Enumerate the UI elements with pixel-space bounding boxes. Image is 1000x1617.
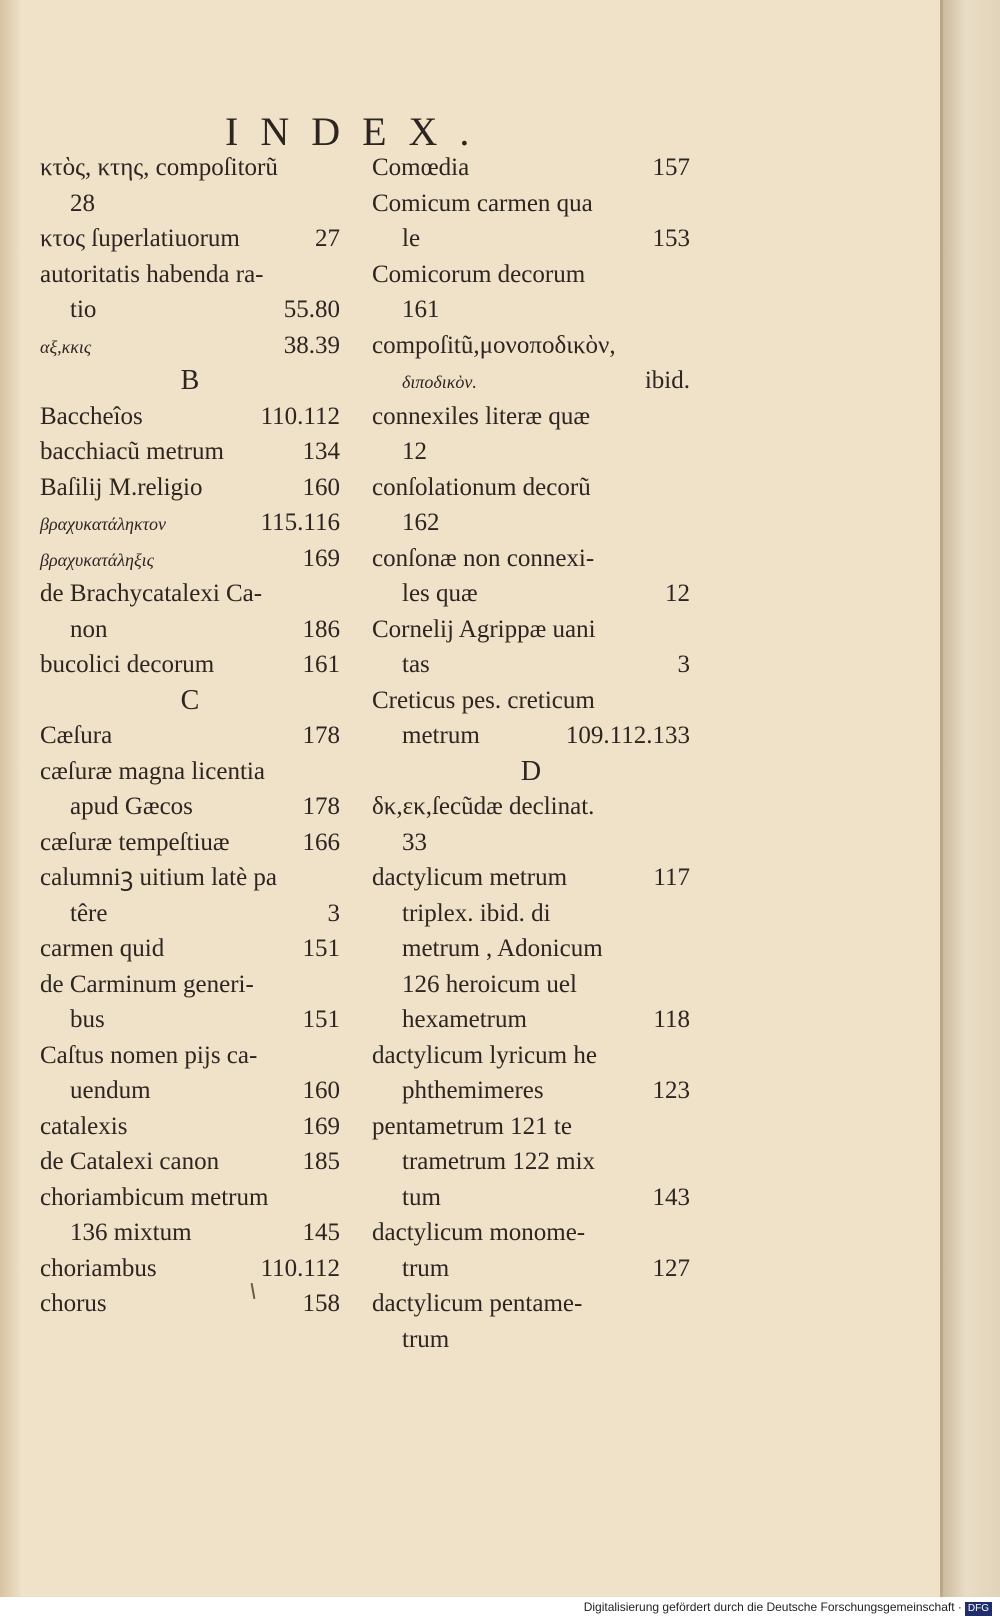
entry-text: Baſilij M.religio: [40, 473, 203, 501]
index-entry-line: [372, 789, 690, 825]
entry-text: cæſuræ tempeſtiuæ: [40, 828, 230, 856]
index-entry-line: [372, 1109, 690, 1145]
page-edge: [943, 0, 1000, 1597]
entry-text: κτὸς, κτης, compoſitorũ: [40, 154, 278, 181]
index-entry-line: [40, 221, 340, 257]
index-entry-line: [40, 612, 340, 648]
index-entry-line: [40, 470, 340, 506]
index-entry-line: [40, 1038, 340, 1074]
entry-page-ref: 115.116: [260, 509, 340, 536]
entry-page-ref: 178: [302, 793, 340, 820]
entry-page-ref: 160: [302, 473, 340, 501]
entry-text: Cornelij Agrippæ uani: [372, 615, 596, 643]
index-entry-line: [372, 1073, 690, 1109]
entry-text: trum: [402, 1254, 450, 1282]
entry-page-ref: 109.112.133: [565, 722, 690, 749]
index-entry-line: [40, 647, 340, 683]
entry-text: dactylicum pentame-: [372, 1290, 583, 1317]
entry-page-ref: 118: [653, 1006, 690, 1033]
entry-text: chorus: [40, 1290, 107, 1317]
entry-page-ref: 3: [327, 899, 340, 927]
entry-page-ref: 166: [302, 828, 340, 856]
index-entry-line: [372, 541, 690, 577]
entry-text: phthemimeres: [402, 1077, 544, 1104]
entry-text: Caſtus nomen pijs ca-: [40, 1041, 258, 1069]
entry-text: 126 heroicum uel: [402, 970, 577, 998]
index-entry-line: [40, 576, 340, 612]
entry-text: apud Gæcos: [70, 793, 193, 820]
index-entry-line: [372, 1002, 690, 1038]
entry-page-ref: 157: [652, 154, 690, 181]
entry-page-ref: 143: [652, 1183, 690, 1211]
entry-text: 33: [402, 828, 427, 856]
footer-text: Digitalisierung gefördert durch die Deutsche Forschungsgemeinschaft ·: [583, 1600, 962, 1614]
index-entry-line: [40, 399, 340, 435]
entry-text: uendum: [70, 1077, 151, 1104]
index-entry-line: [40, 754, 340, 790]
index-entry-line: [372, 292, 690, 328]
entry-page-ref: 38.39: [283, 331, 340, 359]
entry-text: βραχυκατάληξις: [40, 549, 154, 570]
entry-text: conſolationum decorũ: [372, 473, 591, 501]
entry-text: connexiles literæ quæ: [372, 402, 591, 430]
index-entry-line: [40, 967, 340, 1003]
index-entry-line: [372, 1322, 690, 1358]
page-gutter: [0, 0, 22, 1597]
entry-text: Comicum carmen qua: [372, 189, 593, 217]
index-entry-line: [372, 150, 690, 186]
index-entry-line: [40, 150, 340, 186]
entry-text: 28: [70, 189, 95, 217]
entry-page-ref: 153: [652, 225, 690, 252]
entry-page-ref: 110.112: [260, 1254, 340, 1282]
dfg-logo: DFG: [965, 1602, 992, 1616]
entry-text: bus: [70, 1006, 105, 1033]
index-entry-line: [40, 896, 340, 932]
index-entry-line: [372, 896, 690, 932]
entry-page-ref: 134: [302, 438, 340, 465]
entry-page-ref: 185: [302, 1148, 340, 1175]
digitization-footer: [584, 1598, 992, 1617]
index-entry-line: [40, 1073, 340, 1109]
index-entry-line: [40, 789, 340, 825]
index-entry-line: [40, 825, 340, 861]
index-entry-line: [372, 647, 690, 683]
entry-page-ref: 117: [653, 864, 690, 891]
index-entry-line: [372, 505, 690, 541]
entry-text: choriambicum metrum: [40, 1183, 269, 1211]
index-entry-line: [40, 1180, 340, 1216]
entry-page-ref: 169: [302, 544, 340, 572]
index-entry-line: [372, 1144, 690, 1180]
index-entry-line: [372, 1215, 690, 1251]
entry-page-ref: 127: [652, 1254, 690, 1282]
index-entry-line: [372, 434, 690, 470]
index-entry-line: [372, 1251, 690, 1287]
entry-page-ref: 178: [302, 722, 340, 749]
index-entry-line: [40, 328, 340, 364]
index-entry-line: [372, 825, 690, 861]
entry-text: αξ,κκις: [40, 336, 92, 357]
index-column-left: [40, 150, 340, 1322]
entry-text: tas: [402, 651, 430, 678]
index-entry-line: [372, 1286, 690, 1322]
entry-text: choriambus: [40, 1254, 157, 1282]
entry-text: βραχυκατάληκτον: [40, 514, 167, 534]
entry-text: les quæ: [402, 580, 478, 607]
index-entry-line: [372, 399, 690, 435]
index-entry-line: [40, 541, 340, 577]
entry-text: de Catalexi canon: [40, 1148, 220, 1175]
entry-page-ref: 186: [302, 615, 340, 643]
entry-page-ref: 55.80: [283, 296, 340, 323]
index-entry-line: [40, 1251, 340, 1287]
entry-text: Comicorum decorum: [372, 260, 586, 288]
index-entry-line: [372, 363, 690, 399]
entry-text: Cæſura: [40, 722, 113, 749]
page-header: INDEX.: [225, 109, 492, 154]
index-entry-line: [372, 860, 690, 896]
entry-text: compoſitũ,μονοποδικὸν,: [372, 331, 616, 359]
entry-text: metrum , Adonicum: [402, 935, 603, 962]
entry-text: dactylicum monome-: [372, 1219, 586, 1246]
entry-page-ref: 161: [302, 651, 340, 678]
entry-text: tum: [402, 1183, 441, 1211]
index-entry-line: [372, 683, 690, 719]
entry-text: autoritatis habenda ra-: [40, 260, 264, 288]
section-letter: D: [520, 755, 542, 787]
entry-text: le: [402, 225, 421, 252]
entry-text: 162: [402, 509, 440, 536]
entry-text: dactylicum metrum: [372, 864, 568, 891]
entry-text: conſonæ non connexi-: [372, 544, 595, 572]
entry-text: triplex. ibid. di: [402, 899, 551, 927]
entry-page-ref: 151: [302, 1006, 340, 1033]
entry-text: 12: [402, 438, 427, 465]
entry-text: trum: [402, 1325, 450, 1353]
index-entry-line: [372, 1038, 690, 1074]
entry-text: bucolici decorum: [40, 651, 215, 678]
entry-text: non: [70, 615, 108, 643]
index-entry-line: [372, 967, 690, 1003]
entry-text: tio: [70, 296, 97, 323]
section-letter: B: [180, 365, 200, 396]
entry-text: Baccheîos: [40, 402, 143, 430]
index-entry-line: [372, 186, 690, 222]
entry-text: carmen quid: [40, 935, 165, 962]
entry-page-ref: 12: [665, 580, 690, 607]
entry-page-ref: 27: [315, 225, 340, 252]
index-entry-line: [372, 576, 690, 612]
entry-page-ref: ibid.: [644, 367, 690, 394]
entry-text: δκ,εκ,ſecũdæ declinat.: [372, 793, 595, 820]
entry-text: Comœdia: [372, 154, 470, 181]
entry-page-ref: 123: [652, 1077, 690, 1104]
index-entry-line: [372, 221, 690, 257]
entry-text: cæſuræ magna licentia: [40, 757, 265, 785]
index-entry-line: [40, 186, 340, 222]
entry-text: 161: [402, 296, 440, 323]
index-entry-line: [40, 505, 340, 541]
entry-text: κτος ſuperlatiuorum: [40, 225, 240, 252]
entry-text: διποδικὸν.: [402, 372, 477, 392]
entry-page-ref: 110.112: [260, 402, 340, 430]
index-entry-line: [40, 1109, 340, 1145]
entry-text: trametrum 122 mix: [402, 1148, 596, 1175]
index-entry-line: [40, 1002, 340, 1038]
index-entry-line: [372, 257, 690, 293]
entry-text: metrum: [402, 722, 480, 749]
entry-text: hexametrum: [402, 1006, 527, 1033]
entry-text: bacchiacũ metrum: [40, 438, 224, 465]
index-entry-line: [40, 1144, 340, 1180]
index-entry-line: [40, 860, 340, 896]
entry-text: 136 mixtum: [70, 1219, 192, 1246]
index-entry-line: [40, 1215, 340, 1251]
entry-page-ref: 145: [302, 1219, 340, 1246]
index-entry-line: [40, 931, 340, 967]
entry-page-ref: 160: [302, 1077, 340, 1104]
index-column-right: [372, 150, 690, 1357]
index-entry-line: [40, 257, 340, 293]
entry-text: de Carminum generi-: [40, 970, 254, 998]
entry-text: de Brachycatalexi Ca-: [40, 580, 263, 607]
index-entry-line: [372, 328, 690, 364]
entry-text: têre: [70, 899, 108, 927]
index-entry-line: [40, 1286, 340, 1322]
entry-text: dactylicum lyricum he: [372, 1041, 597, 1069]
entry-text: Creticus pes. creticum: [372, 686, 595, 714]
index-entry-line: [40, 434, 340, 470]
entry-page-ref: 151: [302, 935, 340, 962]
index-entry-line: [40, 718, 340, 754]
index-entry-line: [372, 1180, 690, 1216]
index-entry-line: [372, 931, 690, 967]
entry-text: calumniꝫ uitium latè pa: [40, 864, 278, 891]
entry-page-ref: 3: [677, 651, 690, 678]
index-entry-line: [372, 718, 690, 754]
entry-page-ref: 169: [302, 1112, 340, 1140]
index-entry-line: [40, 292, 340, 328]
entry-text: catalexis: [40, 1112, 128, 1140]
entry-page-ref: 158: [302, 1290, 340, 1317]
index-entry-line: [372, 470, 690, 506]
entry-text: pentametrum 121 te: [372, 1112, 572, 1140]
section-letter: C: [180, 684, 200, 716]
index-entry-line: [372, 612, 690, 648]
